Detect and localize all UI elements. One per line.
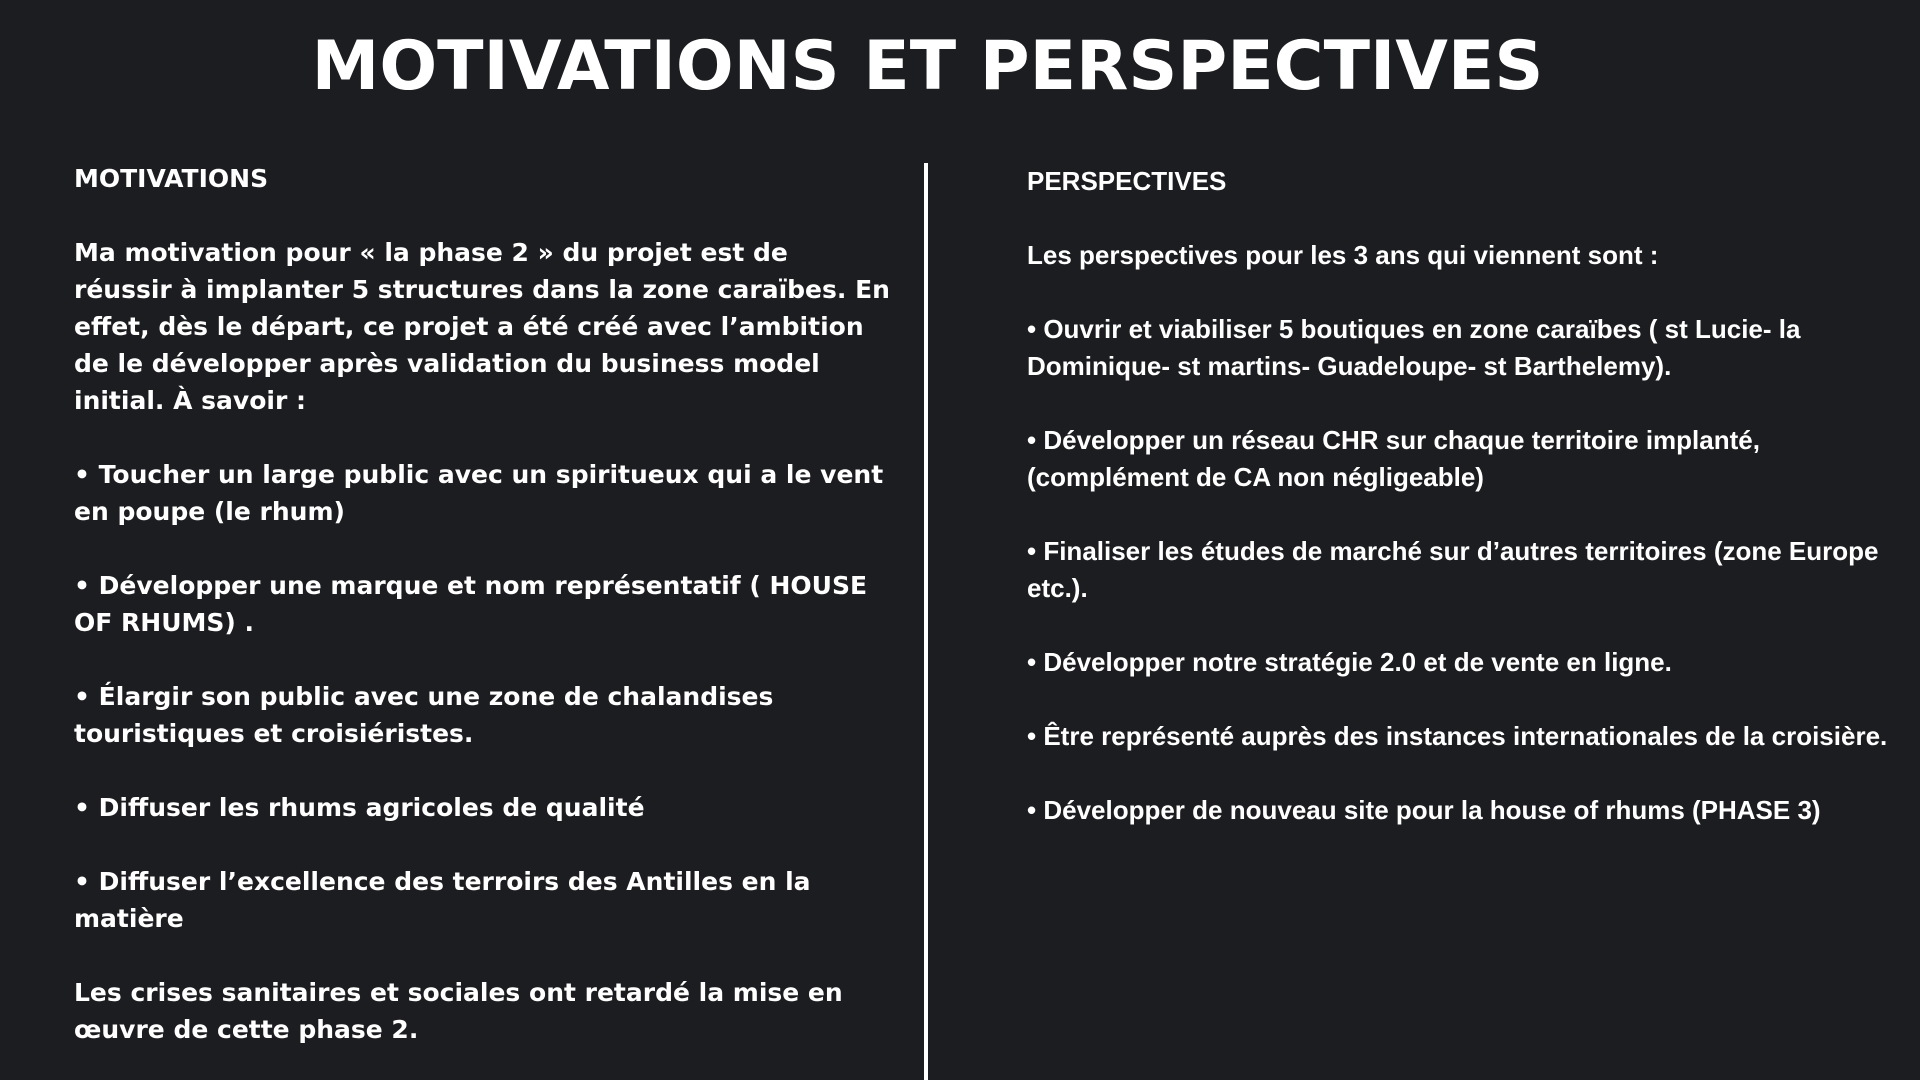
motivation-item: • Toucher un large public avec un spiritueux qui a le vent en poupe (le rhum) [74,460,884,526]
perspective-item: • Finaliser les études de marché sur d’autres territoires (zone Europe etc.). [1027,536,1879,603]
perspectives-column [1027,163,1897,866]
perspective-item: • Développer notre stratégie 2.0 et de vente en ligne. [1027,647,1672,677]
motivations-heading: MOTIVATIONS [74,164,269,193]
motivations-closing: Les crises sanitaires et sociales ont retardé la mise en œuvre de cette phase 2. [74,978,843,1044]
perspective-item: • Ouvrir et viabiliser 5 boutiques en zone caraïbes ( st Lucie- la Dominique- st martins- Guadeloupe- st Barthelemy). [1027,314,1801,381]
perspective-item: • Développer de nouveau site pour la house of rhums (PHASE 3) [1027,795,1821,825]
perspective-item: • Être représenté auprès des instances internationales de la croisière. [1027,721,1888,751]
perspective-item: • Développer un réseau CHR sur chaque territoire implanté, (complément de CA non négligeable) [1027,425,1760,492]
motivation-item: • Diffuser les rhums agricoles de qualité [74,793,645,822]
perspectives-intro: Les perspectives pour les 3 ans qui viennent sont : [1027,240,1659,270]
column-divider [924,163,928,1080]
motivation-item: • Développer une marque et nom représentatif ( HOUSE OF RHUMS) . [74,571,868,637]
motivation-item: • Diffuser l’excellence des terroirs des Antilles en la matière [74,867,811,933]
page-title: MOTIVATIONS ET PERSPECTIVES [311,27,1544,106]
motivations-intro: Ma motivation pour « la phase 2 » du projet est de réussir à implanter 5 structures dans la zone caraïbes. En effet, dès le départ, ce projet a été créé avec l’ambition de le développer après validation du business model initial. À savoir : [74,238,890,415]
motivation-item: • Élargir son public avec une zone de chalandises touristiques et croisiéristes. [74,682,774,748]
perspectives-heading: PERSPECTIVES [1027,166,1227,196]
motivations-column [74,160,894,1080]
